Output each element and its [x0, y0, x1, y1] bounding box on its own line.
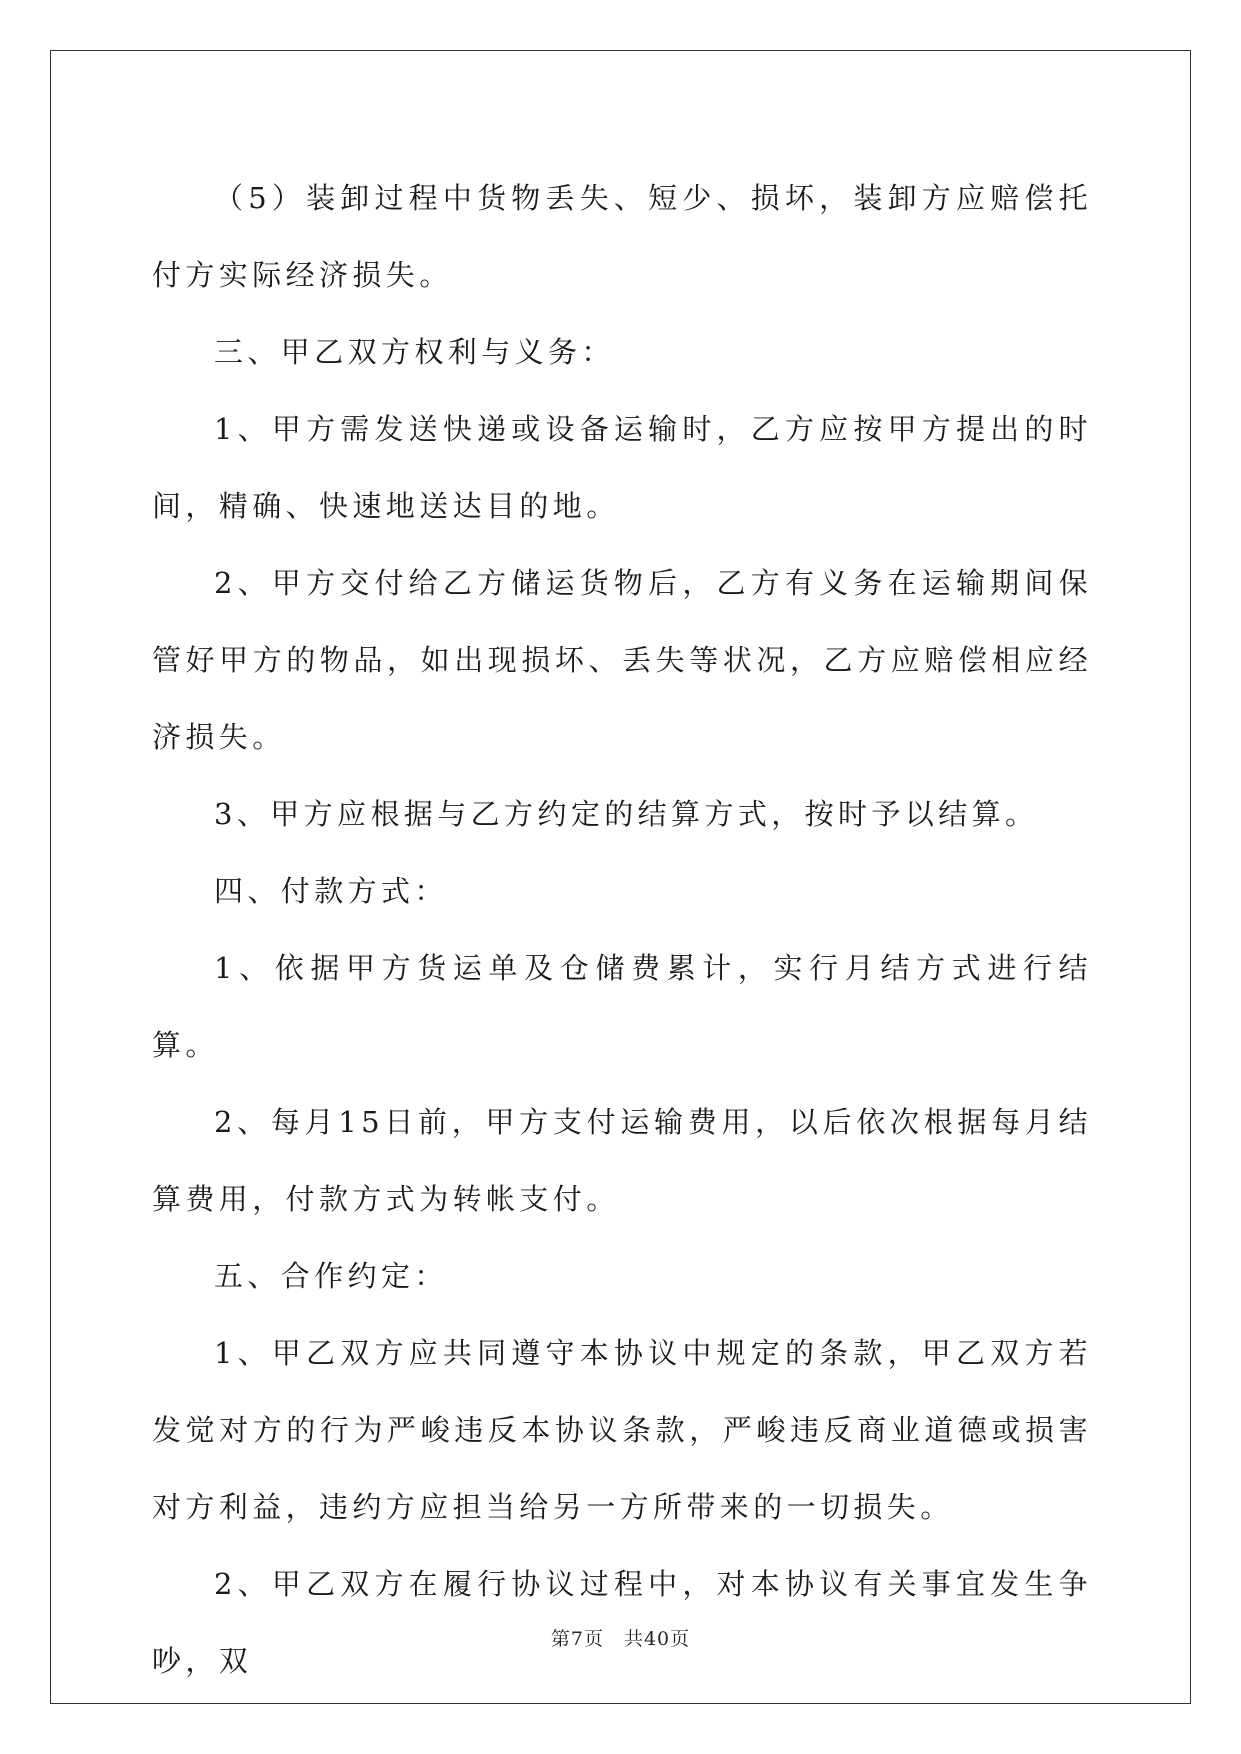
section-heading-payment: 四、付款方式： [214, 874, 448, 908]
paragraph-cooperation-1: 1、甲乙双方应共同遵守本协议中规定的条款，甲乙双方若发觉对方的行为严峻违反本协议条款，严峻违反商业道德或损害对方利益，违约方应担当给另一方所带来的一切损失。 [152, 1336, 1092, 1524]
paragraph-rights-2: 2、甲方交付给乙方储运货物后，乙方有义务在运输期间保管好甲方的物品，如出现损坏、丢失等状况，乙方应赔偿相应经济损失。 [152, 566, 1092, 754]
paragraph-payment-2: 2、每月15日前，甲方支付运输费用，以后依次根据每月结算费用，付款方式为转帐支付。 [152, 1105, 1092, 1216]
paragraph-loading-loss: （5）装卸过程中货物丢失、短少、损坏，装卸方应赔偿托付方实际经济损失。 [152, 181, 1092, 292]
paragraph-rights-1: 1、甲方需发送快递或设备运输时，乙方应按甲方提出的时间，精确、快速地送达目的地。 [152, 412, 1092, 523]
document-body [152, 160, 1092, 1700]
page-number-footer: 第7页 共40页 [550, 1628, 691, 1650]
paragraph-cooperation-2: 2、甲乙双方在履行协议过程中，对本协议有关事宜发生争吵，双 [152, 1567, 1092, 1678]
section-heading-rights: 三、甲乙双方权利与义务： [214, 335, 615, 369]
paragraph-rights-3: 3、甲方应根据与乙方约定的结算方式，按时予以结算。 [214, 797, 1039, 831]
paragraph-payment-1: 1、依据甲方货运单及仓储费累计，实行月结方式进行结算。 [152, 951, 1092, 1062]
section-heading-cooperation: 五、合作约定： [214, 1259, 448, 1293]
